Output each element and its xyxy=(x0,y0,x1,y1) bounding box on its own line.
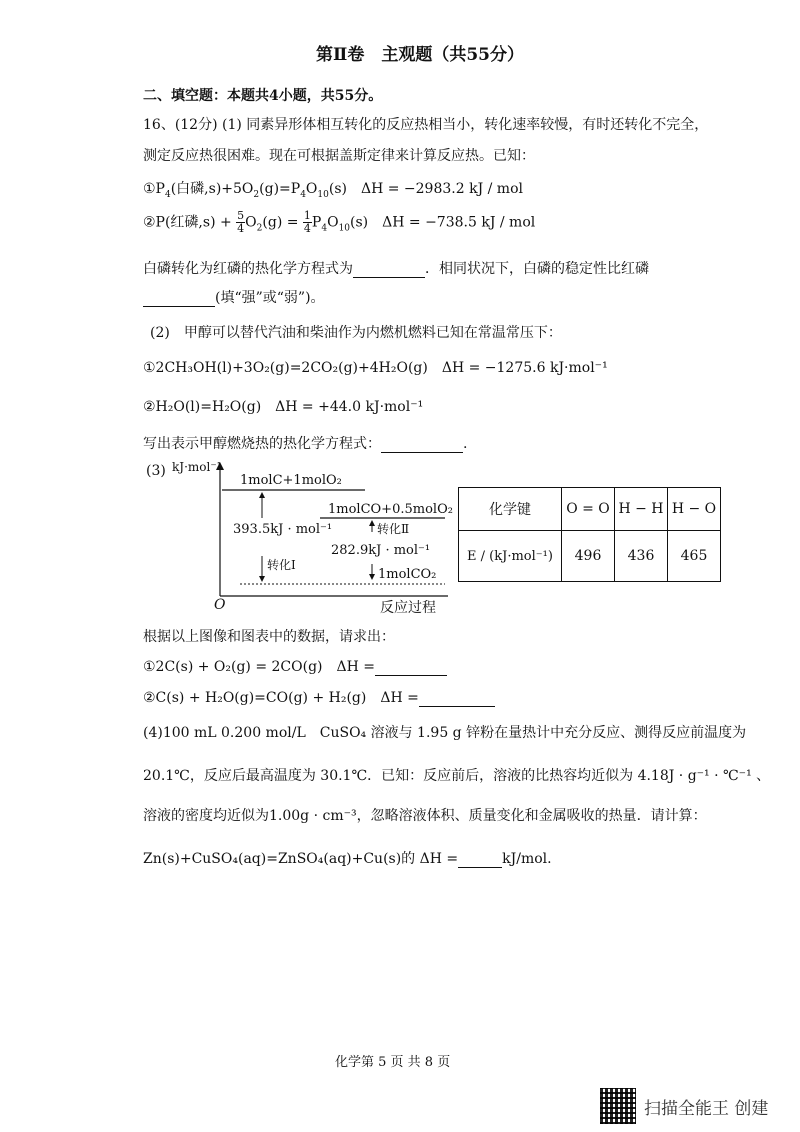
part4-line2: 20.1℃，反应后最高温度为 30.1℃．已知：反应前后，溶液的比热容均近似为 4.18J · g⁻¹ · ℃⁻¹ 、 xyxy=(143,768,771,784)
answer-blank[interactable] xyxy=(143,292,215,307)
table-cell: 436 xyxy=(615,531,668,582)
conversion-2-label: 转化Ⅱ xyxy=(377,522,410,536)
answer-blank[interactable] xyxy=(381,438,463,453)
y-axis-label: kJ·mol⁻¹ xyxy=(172,460,222,474)
table-header-cell: O = O xyxy=(562,488,615,531)
q16-intro-line1: 16、(12分) (1) 同素异形体相互转化的反应热相当小，转化速率较慢，有时还转化不完全， xyxy=(143,117,709,133)
table-cell: 465 xyxy=(668,531,721,582)
part2-question: 写出表示甲醇燃烧热的热化学方程式： . xyxy=(143,436,468,452)
table-row xyxy=(459,531,721,582)
section-heading: 二、填空题：本题共4小题，共55分。 xyxy=(143,88,383,104)
value-282: 282.9kJ · mol⁻¹ xyxy=(331,543,431,558)
origin-label: O xyxy=(214,597,226,613)
fraction-5-4: $\frac{5}{4}$ xyxy=(237,209,245,235)
table-cell: 496 xyxy=(562,531,615,582)
table-header-cell: H − H xyxy=(615,488,668,531)
answer-blank[interactable] xyxy=(353,263,425,278)
table-row xyxy=(459,488,721,531)
level-bottom-label: 1molCO₂ xyxy=(378,567,437,582)
page-title: 第Ⅱ卷 主观题（共55分） xyxy=(316,45,524,65)
answer-blank[interactable] xyxy=(419,692,495,707)
question-line-b: (填“强”或“弱”)。 xyxy=(143,287,325,307)
table-row-label: E / (kJ·mol⁻¹) xyxy=(459,531,562,582)
q16-intro-line2: 测定反应热很困难。现在可根据盖斯定律来计算反应热。已知： xyxy=(143,148,535,164)
part3-question-2: ②C(s) + H₂O(g)=CO(g) + H₂(g) ΔH = xyxy=(143,687,495,707)
part4-line3: 溶液的密度均近似为1.00g · cm⁻³，忽略溶液体积、质量变化和金属吸收的热量．请计算： xyxy=(143,808,707,824)
answer-blank[interactable] xyxy=(458,853,502,868)
part2-intro: (2) 甲醇可以替代汽油和柴油作为内燃机燃料已知在常温常压下： xyxy=(150,325,562,341)
watermark-text: 扫描全能王 创建 xyxy=(644,1099,769,1119)
value-393: 393.5kJ · mol⁻¹ xyxy=(233,522,333,537)
level-top-label: 1molC+1molO₂ xyxy=(240,473,342,488)
x-axis-label: 反应过程 xyxy=(380,600,436,616)
table-header-cell: 化学键 xyxy=(459,488,562,531)
equation-2: ②P(红磷,s) + $\frac{5}{4}$ $O_2(g)$ = $\frac{1}{4}$ $P_4O_{10}(s)$ ΔH = −738.5 kJ / mol xyxy=(143,209,536,235)
answer-blank[interactable] xyxy=(375,661,447,676)
part3-ask: 根据以上图像和图表中的数据，请求出： xyxy=(143,629,395,645)
page-footer: 化学第 5 页 共 8 页 xyxy=(335,1055,451,1070)
part2-equation-1: ①2CH₃OH(l)+3O₂(g)=2CO₂(g)+4H₂O(g) ΔH = −1275.6 kJ·mol⁻¹ xyxy=(143,360,608,376)
fraction-1-4: $\frac{1}{4}$ xyxy=(303,209,311,235)
table-header-cell: H − O xyxy=(668,488,721,531)
bond-energy-table xyxy=(458,487,721,582)
part3-label: (3) xyxy=(146,463,166,479)
conversion-1-label: 转化Ⅰ xyxy=(267,558,296,572)
level-mid-label: 1molCO+0.5molO₂ xyxy=(328,502,453,517)
part3-question-1: ①2C(s) + O₂(g) = 2CO(g) ΔH = xyxy=(143,656,447,676)
equation-1: $①P_4$(白磷$,s)+5O_2(g)=P_4O_{10}(s)$ ΔH = −2983.2 kJ / mol xyxy=(143,181,523,200)
part4-equation: Zn(s)+CuSO₄(aq)=ZnSO₄(aq)+Cu(s)的 ΔH = kJ/mol. xyxy=(143,851,552,867)
question-line-a: 白磷转化为红磷的热化学方程式为 ．相同状况下，白磷的稳定性比红磷 xyxy=(143,261,649,277)
part4-line1: (4)100 mL 0.200 mol/L CuSO₄ 溶液与 1.95 g 锌粉在量热计中充分反应、测得反应前温度为 xyxy=(143,725,747,741)
qr-code-icon xyxy=(600,1088,636,1124)
part2-equation-2: ②H₂O(l)=H₂O(g) ΔH = +44.0 kJ·mol⁻¹ xyxy=(143,399,424,415)
